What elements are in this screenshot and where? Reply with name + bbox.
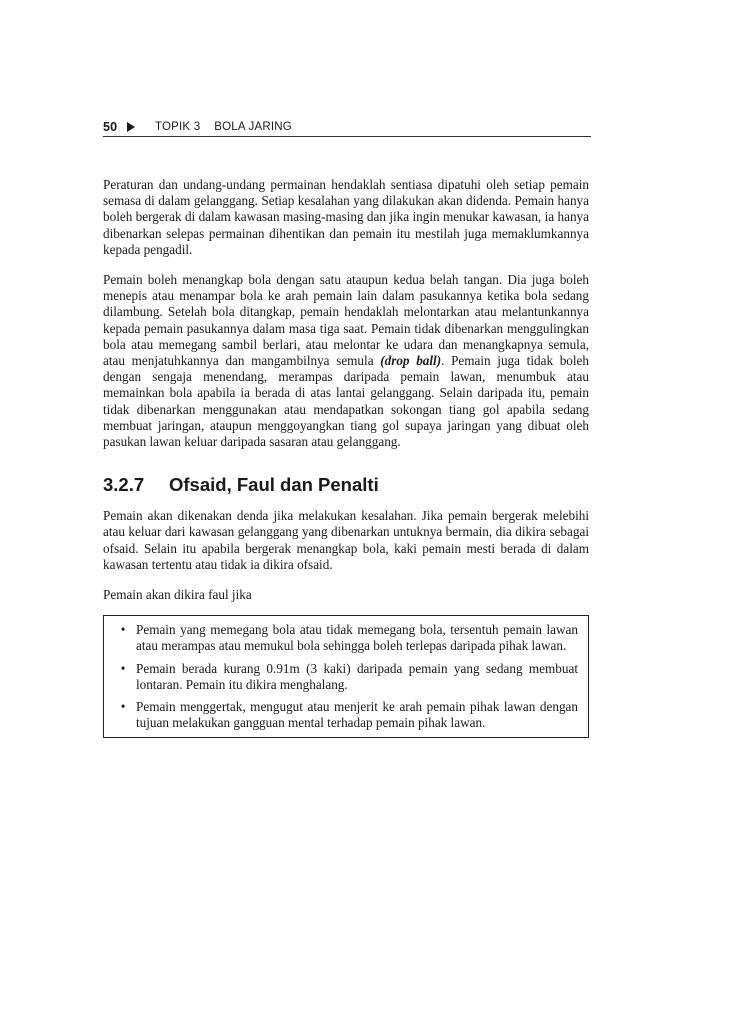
bullet-icon: • bbox=[120, 660, 126, 676]
section-title: Ofsaid, Faul dan Penalti bbox=[169, 474, 379, 496]
paragraph-text-part: Pemain boleh menangkap bola dengan satu ataupun kedua belah tangan. Dia juga boleh menepis atau menampar bola ke arah pemain lain dalam pasukannya ketika bola sedang dilambung. Setelah bola ditangkap, pemain hendaklah melontarkan atau melantunkannya kepada pemain pasukannya dalam masa tiga saat. Pemain tidak dibenarkan menggulingkan bola atau memegang sambil berlari, atau melontar ke udara dan menangkapnya semula, atau menjatuhkannya dan mangambilnya semula bbox=[103, 272, 589, 369]
paragraph-rules: Peraturan dan undang-undang permainan hendaklah sentiasa dipatuhi oleh setiap pemain semasa di dalam gelanggang. Setiap kesalahan yang dilakukan akan didenda. Pemain hanya boleh bergerak di dalam kawasan masing-masing dan jika ingin menukar kawasan, ia hanya dibenarkan selepas permainan dihentikan dan pemain itu mestilah juga memaklumkannya kepada pengadil. bbox=[103, 177, 589, 257]
page-body bbox=[103, 177, 589, 738]
list-item-text: Pemain yang memegang bola atau tidak memegang bola, tersentuh pemain lawan atau merampas atau memukul bola sehingga boleh terlepas daripada pihak lawan. bbox=[136, 622, 578, 654]
running-header bbox=[103, 118, 591, 136]
foul-list-box bbox=[103, 615, 589, 738]
list-item-text: Pemain menggertak, mengugut atau menjerit ke arah pemain pihak lawan dengan tujuan melakukan gangguan mental terhadap pemain pihak lawan. bbox=[136, 699, 578, 731]
foul-list bbox=[110, 622, 578, 731]
list-item-text: Pemain berada kurang 0.91m (3 kaki) daripada pemain yang sedang membuat lontaran. Pemain itu dikira menghalang. bbox=[136, 660, 578, 692]
header-title: BOLA JARING bbox=[214, 121, 292, 133]
bullet-icon: • bbox=[120, 699, 126, 715]
paragraph-ball-handling bbox=[103, 272, 589, 450]
header-divider bbox=[103, 136, 591, 137]
header-topic: TOPIK 3 bbox=[155, 121, 201, 133]
list-item bbox=[110, 661, 578, 693]
bullet-icon: • bbox=[120, 622, 126, 638]
list-item bbox=[110, 622, 578, 654]
list-item bbox=[110, 699, 578, 731]
paragraph-foul-intro: Pemain akan dikira faul jika bbox=[103, 587, 252, 603]
page-number: 50 bbox=[103, 120, 118, 134]
paragraph-text-part: . Pemain juga tidak boleh dengan sengaja menendang, merampas daripada pemain lawan, menumbuk atau memainkan bola apabila ia berada di atas lantai gelanggang. Selain daripada itu, pemain tidak dibenarkan menggunakan atau mendapatkan sokongan tiang gol apabila sedang membuat jaringan, ataupun menggoyangkan tiang gol supaya jaringan yang dibuat oleh pasukan lawan keluar daripada sasaran atau gelanggang. bbox=[103, 353, 589, 450]
section-number: 3.2.7 bbox=[103, 474, 145, 496]
triangle-right-icon bbox=[127, 122, 135, 132]
section-heading bbox=[103, 474, 589, 496]
paragraph-offside: Pemain akan dikenakan denda jika melakukan kesalahan. Jika pemain bergerak melebihi atau keluar dari kawasan gelanggang yang dibenarkan untuknya bermain, dia dikira sebagai ofsaid. Selain itu apabila bergerak menangkap bola, kaki pemain mesti berada di dalam kawasan tertentu atau tidak ia dikira ofsaid. bbox=[103, 508, 589, 572]
term-drop-ball: (drop ball) bbox=[380, 353, 442, 369]
